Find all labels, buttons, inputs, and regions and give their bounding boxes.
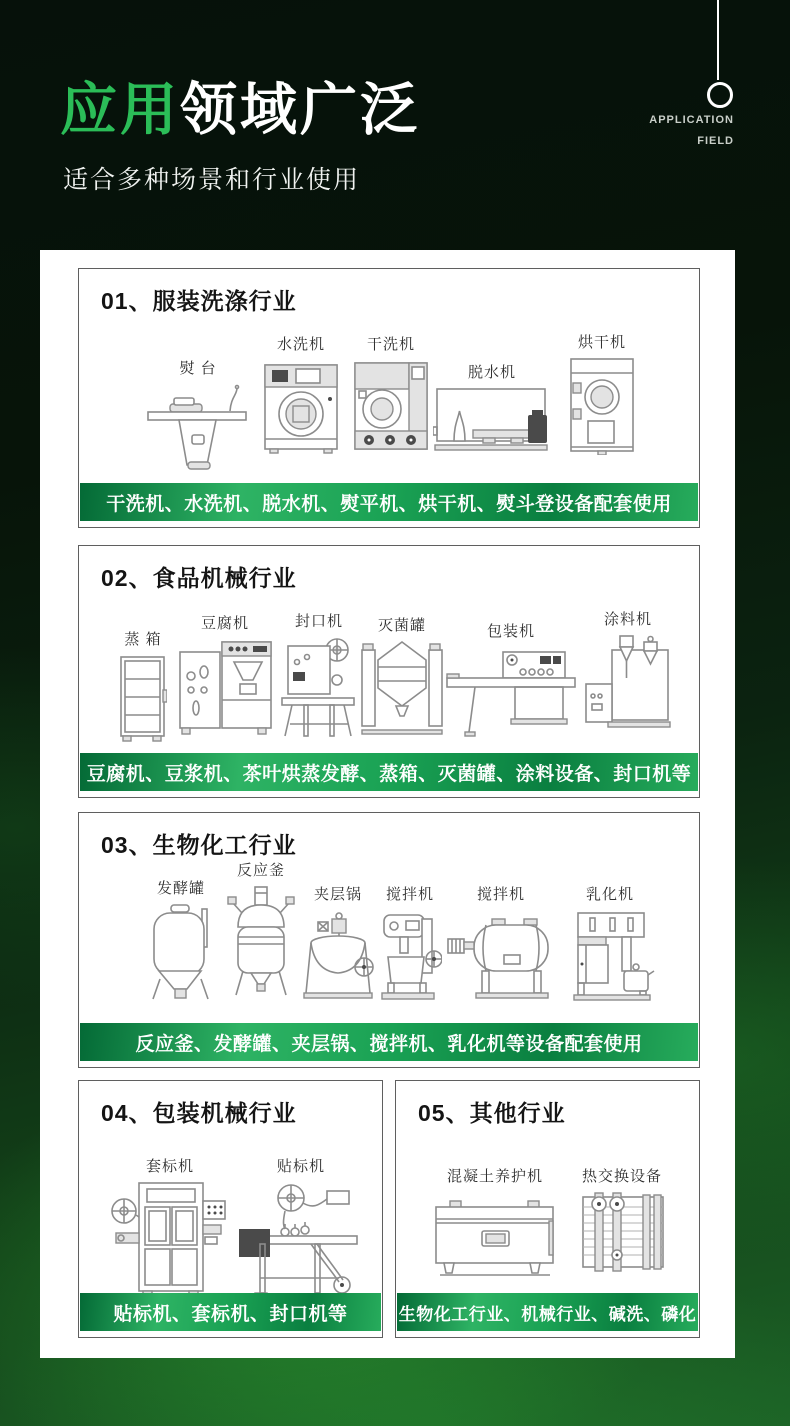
decor-vertical-line <box>717 0 719 80</box>
machine-steam-cabinet <box>115 628 171 742</box>
machine-sleeve-labeler <box>109 1155 231 1299</box>
sealing-machine-icon <box>280 636 358 740</box>
machine-label: 反应釜 <box>236 862 285 879</box>
sterilization-tank-icon <box>360 640 444 736</box>
corner-caption <box>649 110 734 152</box>
machine-label: 烘干机 <box>577 334 626 351</box>
machine-washer <box>261 333 341 455</box>
machine-jacketed-kettle <box>301 883 375 1005</box>
section-card-food-machinery <box>78 545 700 798</box>
emulsifier-icon <box>564 909 656 1005</box>
machine-dryer <box>561 331 643 455</box>
machine-packer <box>445 620 577 738</box>
page-subtitle: 适合多种场景和行业使用 <box>63 166 361 194</box>
machine-coater <box>583 608 673 734</box>
heat-exchanger-icon <box>575 1191 670 1276</box>
machine-label: 熨 台 <box>179 360 217 377</box>
section-banner: 反应釜、发酵罐、夹层锅、搅拌机、乳化机等设备配套使用 <box>80 1023 698 1061</box>
steam-cabinet-icon <box>119 654 167 742</box>
section-card-clothing-washing <box>78 268 700 528</box>
machine-label: 贴标机 <box>276 1158 325 1175</box>
corner-caption-line2: FIELD <box>697 135 734 147</box>
fermentation-tank-icon <box>146 903 216 1003</box>
machine-label: 灭菌罐 <box>377 617 426 634</box>
section-title: 03、生物化工行业 <box>101 832 297 858</box>
corner-caption-line1: APPLICATION <box>649 114 734 126</box>
page-title-highlight: 应用 <box>60 78 180 142</box>
machine-label: 搅拌机 <box>476 886 525 903</box>
machine-label: 混凝土养护机 <box>446 1168 543 1185</box>
machine-label: 水洗机 <box>276 336 325 353</box>
machine-label: 包装机 <box>486 623 535 640</box>
machine-fermentation-tank <box>143 877 219 1003</box>
decor-circle-icon <box>707 82 733 108</box>
section-card-packaging-machinery <box>78 1080 383 1338</box>
section-banner: 生物化工行业、机械行业、碱洗、磷化 <box>397 1293 698 1331</box>
machine-label: 热交换设备 <box>581 1168 662 1185</box>
labeling-machine-icon <box>239 1181 364 1299</box>
machine-label: 干洗机 <box>366 336 415 353</box>
machine-labeler <box>237 1155 365 1299</box>
jacketed-kettle-icon <box>302 909 374 1005</box>
machine-label: 豆腐机 <box>200 615 249 632</box>
machine-label: 套标机 <box>145 1158 194 1175</box>
section-card-biochemical <box>78 812 700 1068</box>
dryer-icon <box>570 357 634 455</box>
section-banner: 贴标机、套标机、封口机等 <box>80 1293 381 1331</box>
ironing-table-icon <box>146 383 251 473</box>
packing-machine-icon <box>445 646 577 738</box>
machine-label: 发酵罐 <box>156 880 205 897</box>
machine-stand-mixer <box>377 883 443 1005</box>
section-title: 01、服装洗涤行业 <box>101 288 297 314</box>
concrete-curing-machine-icon <box>430 1191 560 1281</box>
dry-cleaning-machine-icon <box>354 359 428 455</box>
section-title: 02、食品机械行业 <box>101 565 297 591</box>
machine-sterilizer <box>359 614 445 736</box>
machine-label: 乳化机 <box>585 886 634 903</box>
sleeve-labeling-machine-icon <box>111 1181 229 1299</box>
section-banner: 豆腐机、豆浆机、茶叶烘蒸发酵、蒸箱、灭菌罐、涂料设备、封口机等 <box>80 753 698 791</box>
machine-label: 夹层锅 <box>313 886 362 903</box>
content-panel <box>40 250 735 1358</box>
machine-label: 蒸 箱 <box>124 631 162 648</box>
section-card-other-industries <box>395 1080 700 1338</box>
machine-label: 涂料机 <box>603 611 652 628</box>
machine-emulsifier <box>563 883 657 1005</box>
stand-mixer-icon <box>378 909 442 1005</box>
machine-reactor <box>223 859 299 1003</box>
machine-sealer <box>279 610 359 740</box>
section-title: 05、其他行业 <box>418 1100 566 1126</box>
machine-tofu <box>177 612 273 738</box>
section-title: 04、包装机械行业 <box>101 1100 297 1126</box>
section-banner: 干洗机、水洗机、脱水机、熨平机、烘干机、熨斗登设备配套使用 <box>80 483 698 521</box>
machine-ironing-table <box>143 357 253 473</box>
machine-dry-cleaner <box>351 333 431 455</box>
machine-dehydrator <box>431 361 553 465</box>
machine-concrete-curing <box>426 1165 564 1281</box>
tofu-machine-icon <box>178 638 273 738</box>
reactor-icon <box>226 885 296 1003</box>
machine-label: 封口机 <box>294 613 343 630</box>
machine-heat-exchanger <box>572 1165 672 1276</box>
machine-label: 脱水机 <box>467 364 516 381</box>
horizontal-mixer-icon <box>446 909 556 1001</box>
washing-machine-icon <box>264 359 338 455</box>
dehydrator-icon <box>433 387 551 465</box>
machine-horizontal-mixer <box>445 883 557 1001</box>
coating-machine-icon <box>584 634 672 734</box>
machine-label: 搅拌机 <box>385 886 434 903</box>
page-title <box>60 64 420 146</box>
page-title-rest: 领域广泛 <box>180 78 420 142</box>
